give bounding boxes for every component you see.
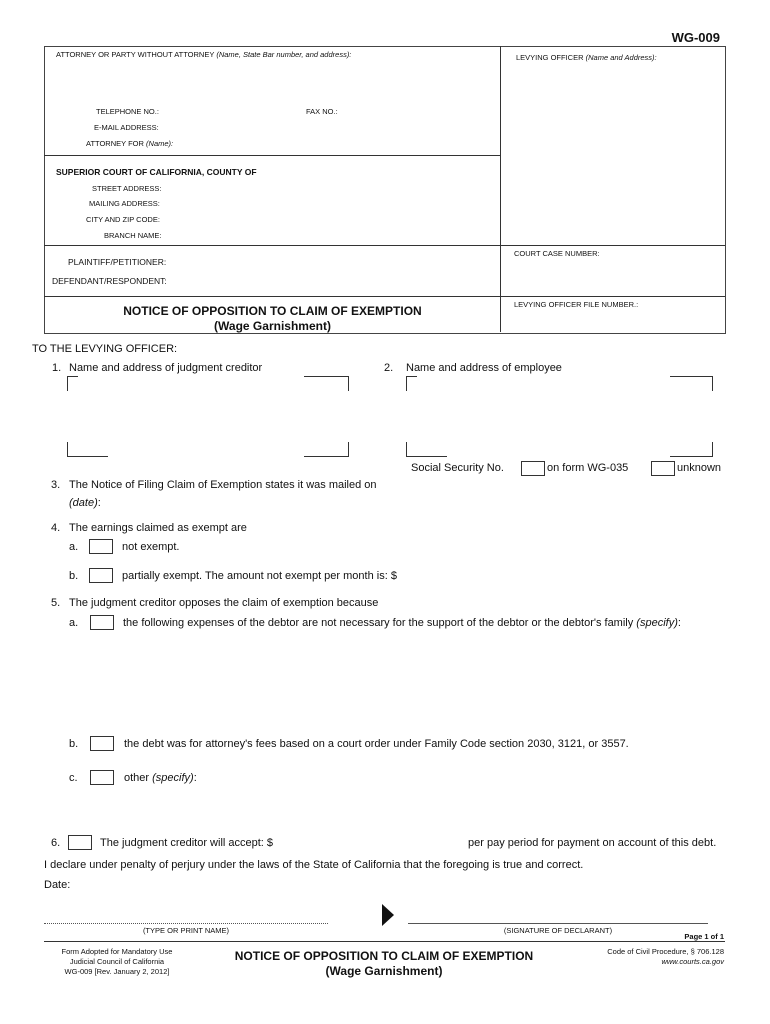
- item6-number: 6.: [51, 837, 61, 849]
- footer-title: NOTICE OF OPPOSITION TO CLAIM OF EXEMPTION: [234, 949, 534, 963]
- telephone-label: TELEPHONE NO.:: [96, 107, 159, 116]
- ssn-label: Social Security No.: [411, 462, 504, 474]
- item5a-letter: a.: [69, 617, 79, 629]
- rule-title: [44, 296, 725, 297]
- footer-rule: [44, 941, 725, 942]
- file-number-label: LEVYING OFFICER FILE NUMBER.:: [514, 300, 639, 309]
- employee-corner-br: [670, 442, 713, 457]
- item6-tail: per pay period for payment on account of this debt.: [468, 837, 717, 849]
- levying-label: LEVYING OFFICER (Name and Address):: [516, 53, 657, 62]
- city-label: CITY AND ZIP CODE:: [86, 215, 160, 224]
- item5a-label: the following expenses of the debtor are not necessary for the support of the debtor or the debtor's family (specify):: [123, 617, 681, 629]
- street-label: STREET ADDRESS:: [92, 184, 162, 193]
- item4a-label: not exempt.: [122, 541, 180, 553]
- item1-number: 1.: [52, 362, 62, 374]
- branch-label: BRANCH NAME:: [104, 231, 162, 240]
- on-form-label: on form WG-035: [547, 462, 629, 474]
- type-name-label: (TYPE OR PRINT NAME): [142, 926, 230, 935]
- creditor-corner-tl: [67, 376, 78, 391]
- item6-label: The judgment creditor will accept: $: [100, 837, 274, 849]
- fax-label: FAX NO.:: [306, 107, 338, 116]
- item3-number: 3.: [51, 479, 61, 491]
- case-number-label: COURT CASE NUMBER:: [514, 249, 600, 258]
- item2-number: 2.: [384, 362, 394, 374]
- will-accept-checkbox[interactable]: [68, 835, 92, 850]
- rule-parties: [44, 245, 725, 246]
- email-label: E-MAIL ADDRESS:: [94, 123, 159, 132]
- not-exempt-checkbox[interactable]: [89, 539, 113, 554]
- signature-label: (SIGNATURE OF DECLARANT): [503, 926, 613, 935]
- arrow-icon: [382, 904, 394, 926]
- item4a-letter: a.: [69, 541, 79, 553]
- caption-divider: [500, 46, 501, 332]
- item3-label: The Notice of Filing Claim of Exemption states it was mailed on: [69, 479, 377, 491]
- item4-number: 4.: [51, 522, 61, 534]
- print-name-line[interactable]: [44, 923, 328, 924]
- form-id: WG-009: [671, 30, 720, 45]
- courts-link[interactable]: www.courts.ca.gov: [661, 957, 724, 966]
- caption-subtitle: (Wage Garnishment): [214, 319, 331, 333]
- ssn-unknown-checkbox[interactable]: [651, 461, 675, 476]
- attorney-for-label: ATTORNEY FOR (Name):: [86, 139, 174, 148]
- item4b-label: partially exempt. The amount not exempt per month is: $: [122, 570, 397, 582]
- item5-number: 5.: [51, 597, 61, 609]
- unknown-label: unknown: [677, 462, 722, 474]
- ssn-on-form-checkbox[interactable]: [521, 461, 545, 476]
- item3-date-label: (date):: [69, 497, 101, 509]
- page-number: Page 1 of 1: [684, 932, 724, 941]
- item5-label: The judgment creditor opposes the claim of exemption because: [69, 597, 379, 609]
- item1-label: Name and address of judgment creditor: [69, 362, 263, 374]
- other-checkbox[interactable]: [90, 770, 114, 785]
- creditor-address-field[interactable]: [70, 390, 346, 442]
- attorney-label: ATTORNEY OR PARTY WITHOUT ATTORNEY (Name, State Bar number, and address):: [56, 50, 352, 59]
- attorney-fees-checkbox[interactable]: [90, 736, 114, 751]
- employee-corner-bl: [406, 442, 447, 457]
- declaration: I declare under penalty of perjury under the laws of the State of California that the foregoing is true and correct.: [44, 859, 584, 871]
- item4-label: The earnings claimed as exempt are: [69, 522, 247, 534]
- defendant-label: DEFENDANT/RESPONDENT:: [52, 276, 167, 286]
- employee-corner-tl: [406, 376, 417, 391]
- item5b-letter: b.: [69, 738, 79, 750]
- plaintiff-label: PLAINTIFF/PETITIONER:: [68, 257, 167, 267]
- employee-address-field[interactable]: [410, 390, 708, 442]
- mailing-label: MAILING ADDRESS:: [89, 199, 160, 208]
- employee-corner-tr: [670, 376, 713, 391]
- footer-code: Code of Civil Procedure, § 706.128 www.courts.ca.gov: [560, 947, 724, 967]
- signature-line[interactable]: [408, 923, 708, 924]
- item5c-letter: c.: [69, 772, 78, 784]
- rule-court: [44, 155, 501, 156]
- creditor-corner-br: [304, 442, 349, 457]
- item4b-letter: b.: [69, 570, 79, 582]
- creditor-corner-bl: [67, 442, 108, 457]
- date-label: Date:: [44, 879, 71, 891]
- court-label: SUPERIOR COURT OF CALIFORNIA, COUNTY OF: [56, 167, 257, 177]
- caption-title: NOTICE OF OPPOSITION TO CLAIM OF EXEMPTION: [123, 304, 422, 318]
- footer-adopted: Form Adopted for Mandatory Use Judicial Council of California WG-009 [Rev. January 2, 2012]: [61, 947, 173, 976]
- partially-exempt-checkbox[interactable]: [89, 568, 113, 583]
- item5b-label: the debt was for attorney's fees based on a court order under Family Code section 2030, 3121, or 3557.: [124, 738, 629, 750]
- item2-label: Name and address of employee: [406, 362, 562, 374]
- item5c-label: other (specify):: [124, 772, 197, 784]
- to-levying-officer: TO THE LEVYING OFFICER:: [32, 343, 178, 355]
- footer-subtitle: (Wage Garnishment): [325, 964, 443, 978]
- expenses-checkbox[interactable]: [90, 615, 114, 630]
- creditor-corner-tr: [304, 376, 349, 391]
